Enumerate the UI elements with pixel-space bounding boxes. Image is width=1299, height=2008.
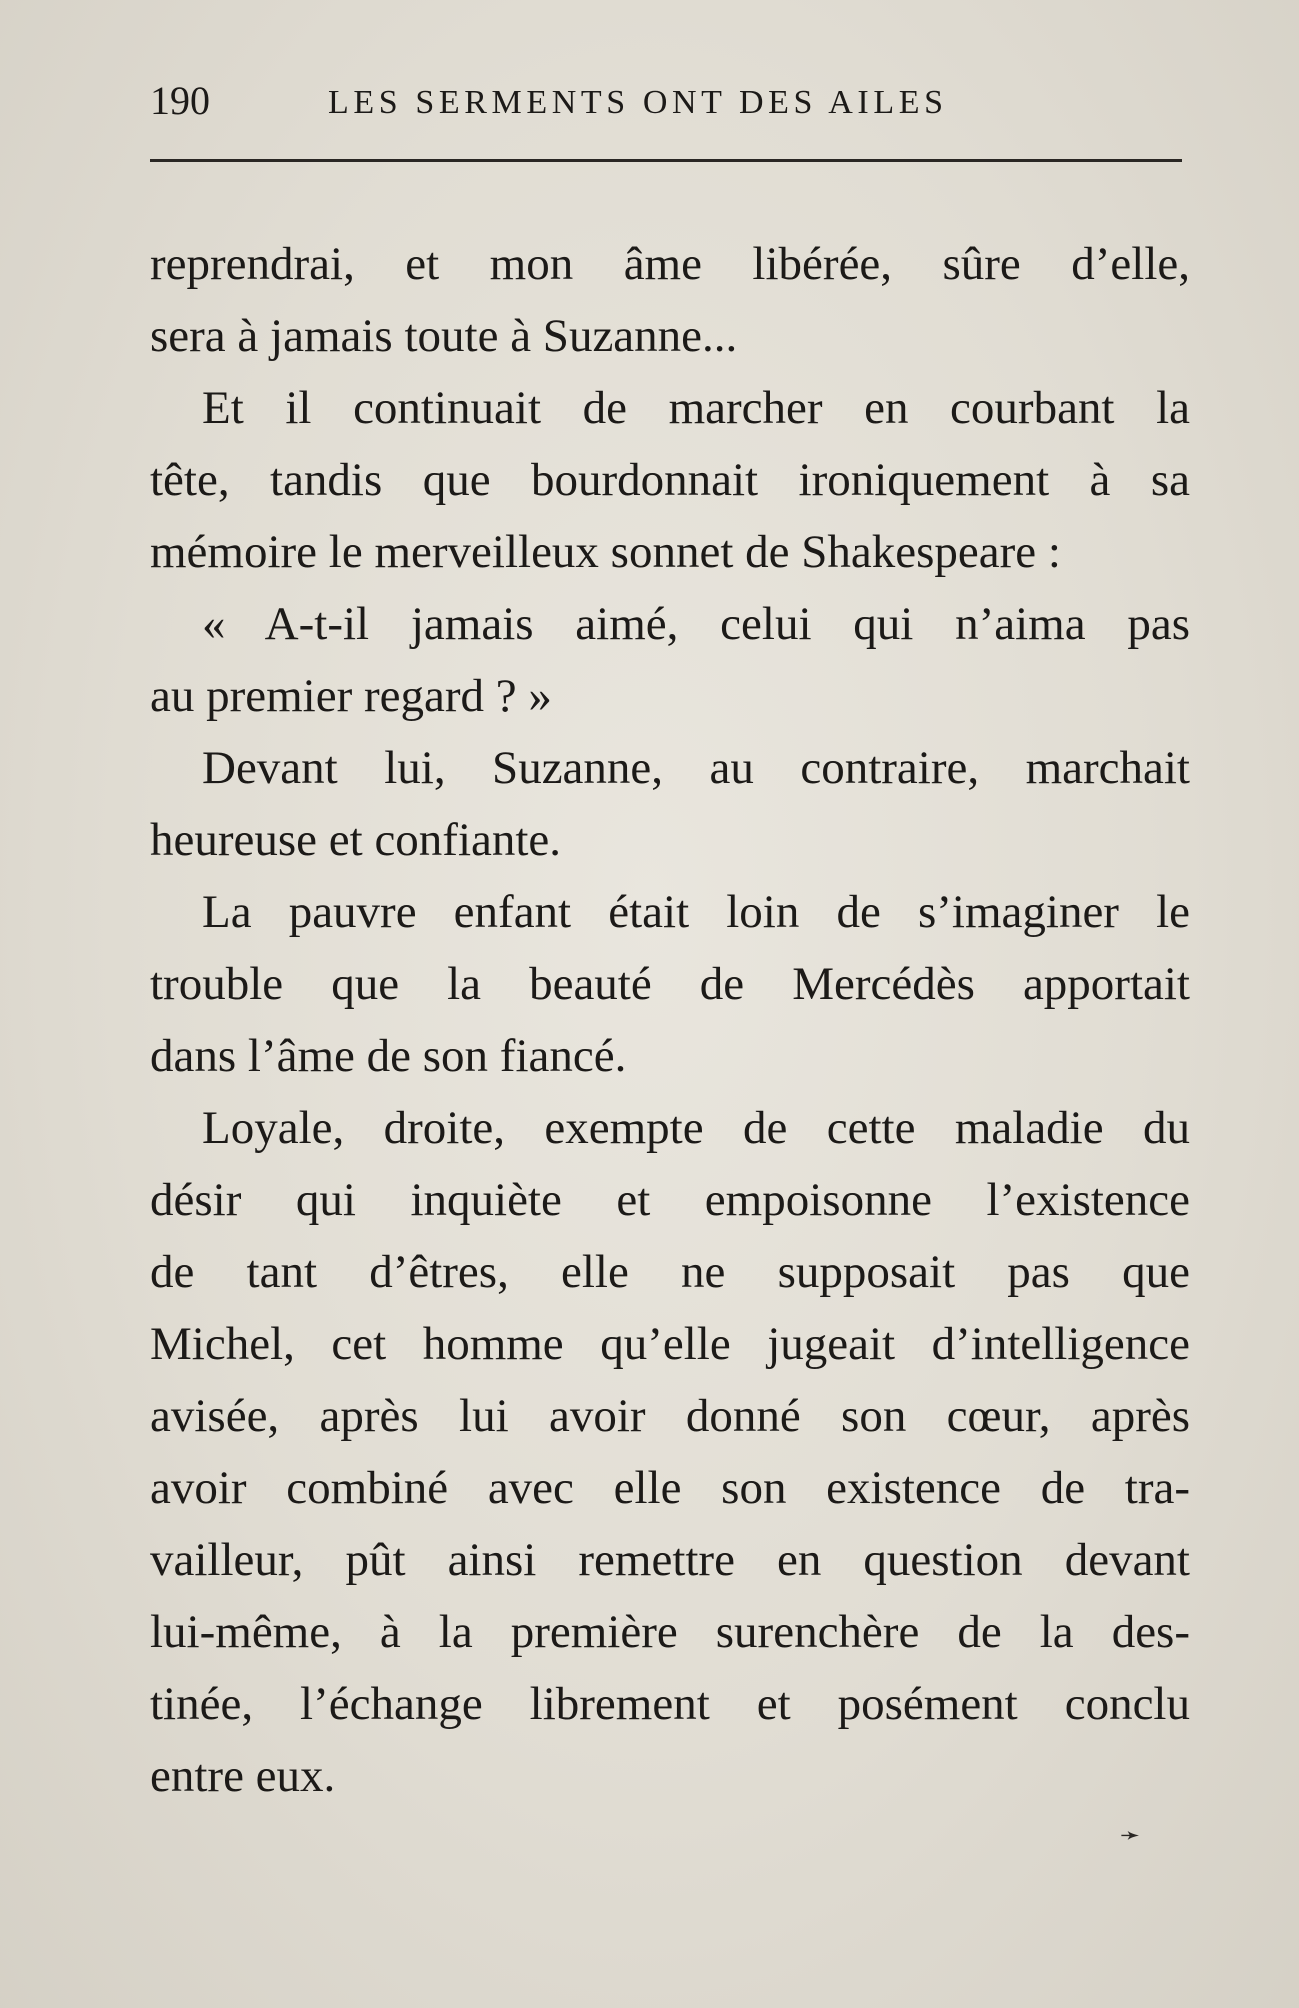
- text-line: « A-t-il jamais aimé, celui qui n’aima pas: [202, 598, 1190, 650]
- paragraph: [150, 228, 1190, 372]
- text-line: vailleur, pût ainsi remettre en question devant: [150, 1534, 1190, 1586]
- text-line: dans l’âme de son fiancé.: [150, 1030, 627, 1082]
- paragraph: [150, 1092, 1190, 1812]
- stray-mark: ➛: [1120, 1823, 1141, 1849]
- running-title: LES SERMENTS ONT DES AILES: [328, 84, 948, 121]
- text-line: La pauvre enfant était loin de s’imaginer le: [202, 886, 1190, 938]
- paragraph: [150, 372, 1190, 588]
- paragraph: [150, 588, 1190, 732]
- paragraph: [150, 732, 1190, 876]
- page-header: [150, 76, 1180, 126]
- page-number: 190: [150, 78, 210, 123]
- text-line: au premier regard ? »: [150, 670, 552, 722]
- text-line: heureuse et confiante.: [150, 814, 562, 866]
- text-line: avisée, après lui avoir donné son cœur, après: [150, 1390, 1190, 1442]
- text-line: sera à jamais toute à Suzanne...: [150, 310, 738, 362]
- text-line: mémoire le merveilleux sonnet de Shakespeare :: [150, 526, 1061, 578]
- text-line: Devant lui, Suzanne, au contraire, marchait: [202, 742, 1190, 794]
- text-line: entre eux.: [150, 1750, 336, 1802]
- text-line: de tant d’êtres, elle ne supposait pas que: [150, 1246, 1190, 1298]
- text-line: reprendrai, et mon âme libérée, sûre d’elle,: [150, 238, 1190, 290]
- text-line: trouble que la beauté de Mercédès apportait: [150, 958, 1190, 1010]
- text-line: avoir combiné avec elle son existence de tra-: [150, 1462, 1190, 1514]
- body-text: [150, 228, 1190, 1812]
- text-line: Loyale, droite, exempte de cette maladie du: [202, 1102, 1190, 1154]
- text-line: Michel, cet homme qu’elle jugeait d’intelligence: [150, 1318, 1190, 1370]
- text-line: désir qui inquiète et empoisonne l’existence: [150, 1174, 1190, 1226]
- text-line: tinée, l’échange librement et posément conclu: [150, 1678, 1190, 1730]
- header-rule: [150, 159, 1182, 162]
- text-line: lui-même, à la première surenchère de la des-: [150, 1606, 1190, 1658]
- text-line: tête, tandis que bourdonnait ironiquement à sa: [150, 454, 1190, 506]
- paragraph: [150, 876, 1190, 1092]
- text-line: Et il continuait de marcher en courbant la: [202, 382, 1190, 434]
